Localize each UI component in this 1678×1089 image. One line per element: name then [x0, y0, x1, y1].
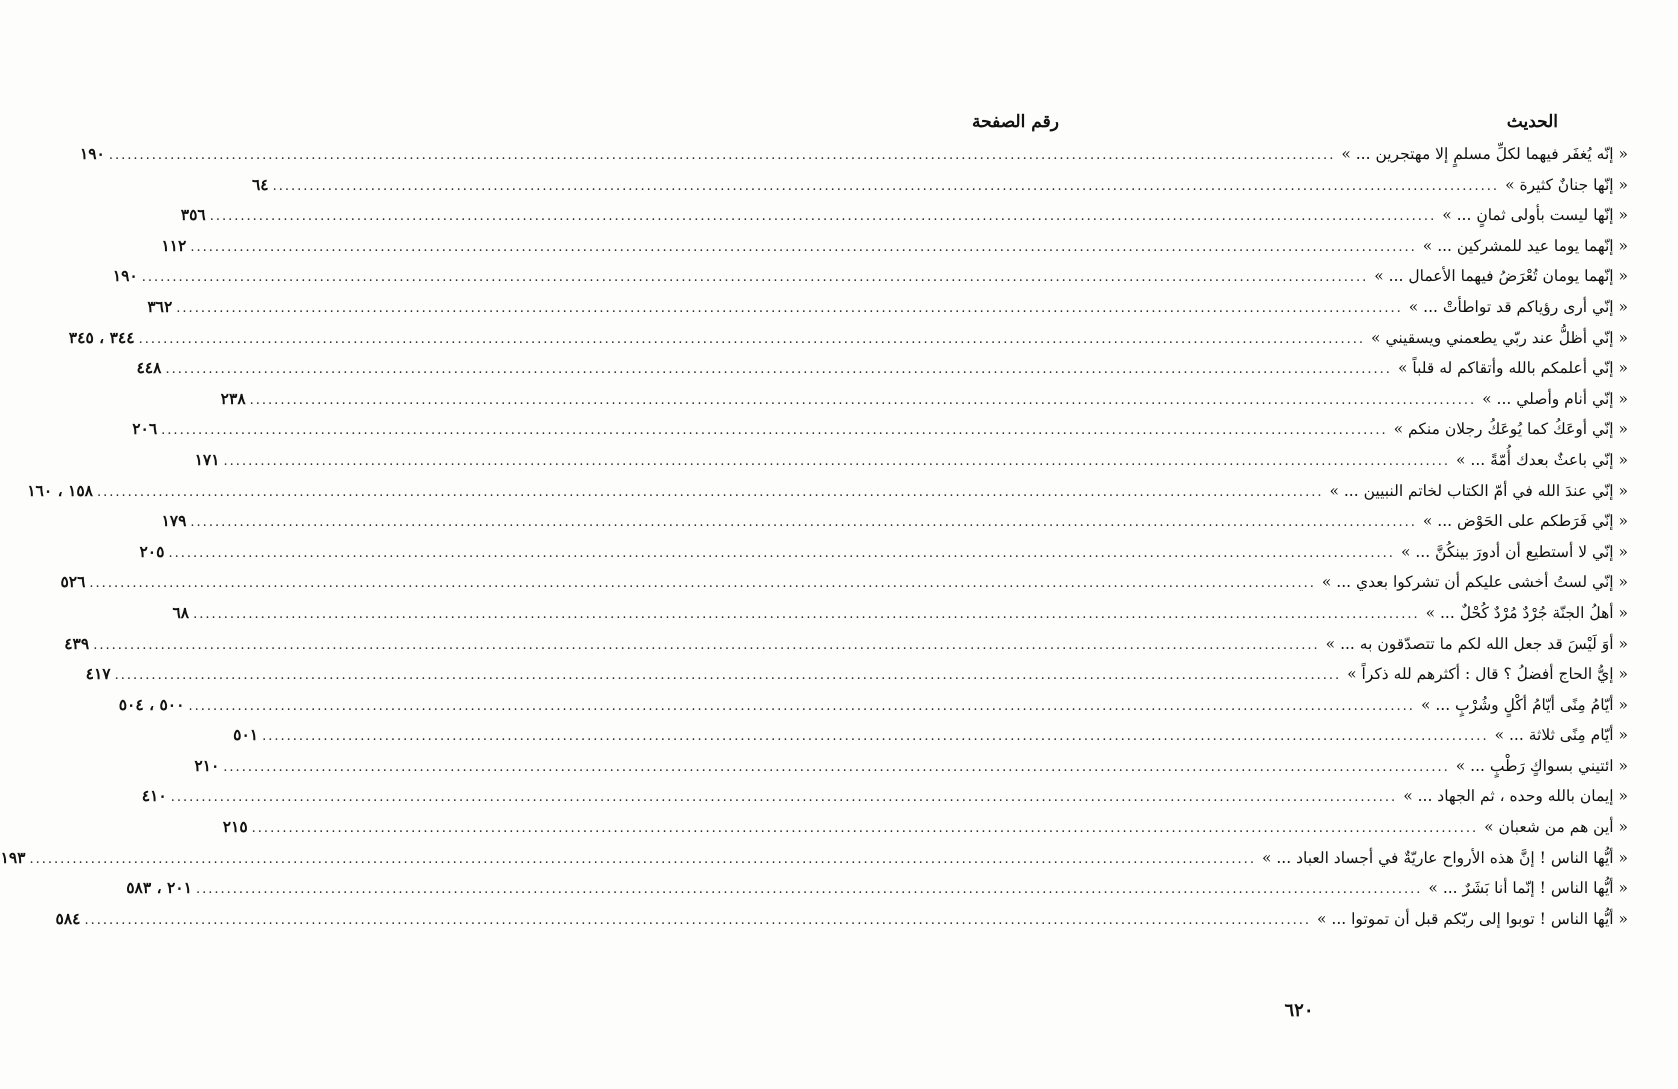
hadith-text: « إيمان بالله وحده ، ثم الجهاد ... »	[1403, 787, 1628, 806]
index-entry-row	[118, 694, 1628, 726]
dot-leader: ........................................................................................................................................................................................................	[93, 637, 1320, 653]
index-entry-row	[55, 908, 1628, 940]
dot-leader: ........................................................................................................................................................................................................	[29, 851, 1256, 867]
page-footer-number: ٦٢٠	[1284, 1000, 1314, 1021]
index-entry-row	[141, 786, 1628, 817]
page-reference: ٢١٠	[194, 755, 220, 775]
page-reference: ٥٢٦	[60, 572, 86, 592]
hadith-text: « إيُّ الحاج أفضلُ ؟ قال : أكثرهم لله ذكراً »	[1347, 665, 1628, 684]
dot-leader: ........................................................................................................................................................................................................	[108, 148, 1336, 163]
dot-leader: ........................................................................................................................................................................................................	[223, 453, 1451, 469]
page-reference: ١١٢	[161, 235, 187, 255]
hadith-text: « إنّي باعثٌ بعدك أُمّةً ... »	[1456, 450, 1628, 469]
dot-leader: ........................................................................................................................................................................................................	[141, 270, 1369, 286]
page-reference: ١٧٩	[161, 511, 187, 531]
hadith-text: « إنّي أنام وأصلي ... »	[1482, 389, 1628, 408]
index-entry-row	[251, 174, 1628, 206]
dot-leader: ........................................................................................................................................................................................................	[138, 331, 1366, 347]
hadith-text: « إنّي لا أستطيع أن أدورَ بينكُنَّ ... »	[1400, 542, 1628, 561]
page-reference: ٣٥٦	[180, 205, 206, 225]
dot-leader: ........................................................................................................................................................................................................	[176, 300, 1403, 316]
index-entry-row	[194, 755, 1628, 787]
page-reference: ٥٠١	[233, 725, 259, 745]
index-entry-row	[139, 541, 1628, 573]
index-entry-row	[0, 847, 1628, 879]
hadith-text: « أيُّها الناس ! إنَّ هذه الأرواح عاريّةٌ في أجساد العباد ... »	[1261, 848, 1628, 867]
hadith-column-heading: الحديث	[1506, 112, 1558, 132]
page-number-column-heading: رقم الصفحة	[972, 112, 1059, 132]
dot-leader: ........................................................................................................................................................................................................	[89, 576, 1316, 592]
dot-leader: ........................................................................................................................................................................................................	[262, 729, 1489, 745]
page-reference: ١٧١	[194, 449, 220, 469]
index-header	[972, 112, 1628, 142]
index-entry-row	[68, 327, 1628, 359]
index-entry-row	[194, 449, 1628, 481]
dot-leader: ........................................................................................................................................................................................................	[165, 362, 1392, 378]
hadith-text: « أيّامُ مِنًى أيّامُ أكْلٍ وشُرْبٍ ... »	[1420, 695, 1628, 714]
index-entry-row	[220, 388, 1628, 420]
page-reference: ٢٠٥	[139, 541, 165, 561]
hadith-text: « أين هم من شعبان »	[1484, 818, 1628, 837]
index-page	[0, 112, 1628, 939]
hadith-text: « إنّها جنانٌ كثيرة »	[1505, 175, 1628, 194]
hadith-text: « أوَ لَيْسَ قد جعل الله لكم ما تتصدّقون به ... »	[1325, 634, 1628, 653]
dot-leader: ........................................................................................................................................................................................................	[209, 209, 1437, 225]
hadith-text: « إنّي أظلُّ عند ربّي يطعمني ويسقيني »	[1371, 328, 1628, 347]
page-reference: ٤٣٩	[64, 633, 90, 653]
dot-leader: ........................................................................................................................................................................................................	[272, 178, 1500, 194]
page-reference: ١٩٠	[112, 266, 138, 286]
hadith-text: « إنّها ليست بأولى ثمانٍ ... »	[1442, 206, 1628, 225]
page-reference: ٣٤٤ ، ٣٤٥	[68, 327, 135, 347]
hadith-text: « إنّهما يومان تُعْرَضُ فيهما الأعمال ... »	[1374, 267, 1628, 286]
page-reference: ٢٠١ ، ٥٨٣	[126, 878, 192, 898]
dot-leader: ........................................................................................................................................................................................................	[168, 545, 1395, 561]
index-entry-row	[27, 480, 1628, 512]
index-entry-row	[180, 205, 1628, 236]
dot-leader: ........................................................................................................................................................................................................	[170, 790, 1398, 806]
page-reference: ١٩٣	[0, 847, 26, 867]
hadith-text: « أيُّها الناس ! إنّما أنا بَشَرٌ ... »	[1428, 879, 1628, 898]
index-entry-row	[147, 296, 1628, 328]
page-reference: ٥٨٤	[55, 908, 81, 928]
page-reference: ٢١٥	[222, 817, 248, 837]
dot-leader: ........................................................................................................................................................................................................	[251, 821, 1479, 837]
dot-leader: ........................................................................................................................................................................................................	[84, 912, 1311, 928]
dot-leader: ........................................................................................................................................................................................................	[97, 484, 1324, 500]
hadith-text: « إنّي أوعَكُ كما يُوعَكُ رجلان منكم »	[1393, 420, 1628, 439]
hadith-text: « إنّي عندَ الله في أمّ الكتاب لخاتم النبيين ... »	[1329, 481, 1628, 500]
page-reference: ٢٠٦	[132, 419, 158, 439]
index-entry-row	[132, 419, 1628, 450]
page-reference: ٥٠٠ ، ٥٠٤	[118, 694, 185, 714]
index-entry-row	[233, 725, 1628, 756]
hadith-text: « إنّي أعلمكم بالله وأتقاكم له قلباً »	[1397, 359, 1628, 378]
index-entry-row	[222, 817, 1628, 848]
hadith-text: « أيُّها الناس ! توبوا إلى ربّكم قبل أن تموتوا ... »	[1316, 909, 1628, 928]
index-entry-row	[161, 235, 1628, 267]
index-entry-row	[79, 144, 1628, 175]
page-reference: ٤١٧	[85, 664, 111, 684]
hadith-text: « إنّي أرى رؤياكم قد تواطأتْ ... »	[1408, 297, 1628, 316]
dot-leader: ........................................................................................................................................................................................................	[161, 423, 1388, 439]
dot-leader: ........................................................................................................................................................................................................	[190, 515, 1417, 531]
index-entries-list	[0, 144, 1628, 939]
page-reference: ٢٣٨	[220, 388, 246, 408]
dot-leader: ........................................................................................................................................................................................................	[223, 759, 1450, 775]
index-entry-row	[136, 358, 1628, 389]
dot-leader: ........................................................................................................................................................................................................	[190, 239, 1417, 255]
hadith-text: « إنّي لستُ أخشى عليكم أن تشركوا بعدي ... »	[1321, 573, 1628, 592]
hadith-text: « أهلُ الجنّة جُرْدٌ مُرْدٌ كُحْلٌ ... »	[1425, 603, 1628, 622]
page-reference: ٦٤	[251, 174, 269, 194]
index-entry-row	[85, 664, 1628, 695]
page-reference: ٦٨	[172, 602, 190, 622]
index-entry-row	[161, 511, 1628, 542]
page-reference: ١٩٠	[79, 144, 105, 163]
hadith-text: « إنّهما يوما عيد للمشركين ... »	[1422, 236, 1628, 255]
hadith-text: « أيّام مِنًى ثلاثة ... »	[1494, 726, 1628, 745]
dot-leader: ........................................................................................................................................................................................................	[195, 882, 1423, 898]
dot-leader: ........................................................................................................................................................................................................	[193, 606, 1420, 622]
page-reference: ١٥٨ ، ١٦٠	[27, 480, 93, 500]
index-entry-row	[112, 266, 1628, 297]
dot-leader: ........................................................................................................................................................................................................	[114, 668, 1342, 684]
hadith-text: « إنّي فَرَطكم على الحَوْض ... »	[1422, 512, 1628, 531]
index-entry-row	[172, 602, 1628, 634]
hadith-text: « إنّه يُغفَر فيهما لكلِّ مسلمٍ إلا مهتجرين ... »	[1341, 145, 1628, 163]
index-entry-row	[64, 633, 1628, 665]
page-reference: ٤١٠	[141, 786, 167, 806]
hadith-text: « ائتيني بسواكٍ رَطْبٍ ... »	[1455, 756, 1628, 775]
index-entry-row	[126, 878, 1628, 909]
dot-leader: ........................................................................................................................................................................................................	[188, 698, 1415, 714]
dot-leader: ........................................................................................................................................................................................................	[249, 392, 1477, 408]
page-reference: ٤٤٨	[136, 358, 162, 378]
page-reference: ٣٦٢	[147, 296, 173, 316]
index-entry-row	[60, 572, 1628, 603]
